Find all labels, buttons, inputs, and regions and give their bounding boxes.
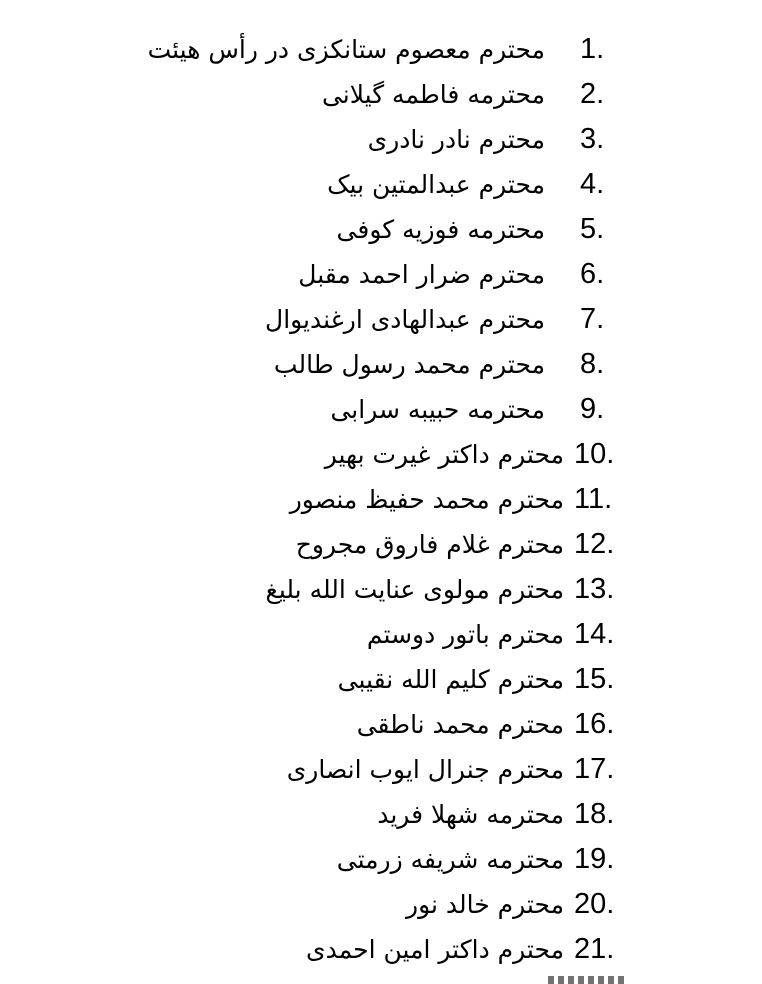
list-item bbox=[12, 747, 622, 792]
item-number: 9. bbox=[580, 393, 605, 425]
list-item bbox=[12, 927, 622, 972]
item-number: 13. bbox=[574, 573, 615, 605]
item-name: محترمه شهلا فرید bbox=[377, 800, 564, 829]
item-name: محترمه فاطمه گیلانی bbox=[321, 80, 545, 109]
item-number: 10. bbox=[574, 438, 615, 470]
list-item bbox=[12, 837, 622, 882]
list-item bbox=[12, 162, 622, 207]
list-item bbox=[12, 387, 622, 432]
item-number: 18. bbox=[574, 798, 615, 830]
list-item bbox=[12, 477, 622, 522]
item-name: محترمه حبیبه سرابی bbox=[330, 395, 545, 424]
item-number: 16. bbox=[574, 708, 615, 740]
list-item bbox=[12, 117, 622, 162]
list-item bbox=[12, 297, 622, 342]
item-name: محترم خالد نور bbox=[406, 890, 564, 919]
item-number: 2. bbox=[580, 78, 605, 110]
item-name: محترم غلام فاروق مجروح bbox=[295, 530, 564, 559]
item-number: 19. bbox=[574, 843, 615, 875]
item-name: محترم داکتر غیرت بهیر bbox=[324, 440, 564, 469]
item-name: محترم معصوم ستانکزی در رأس هیئت bbox=[147, 35, 545, 64]
item-number: 4. bbox=[580, 168, 605, 200]
item-number: 7. bbox=[580, 303, 605, 335]
item-name: محترم محمد ناطقی bbox=[356, 710, 564, 739]
item-name: محترم داکتر امین احمدی bbox=[306, 935, 564, 964]
item-number: 11. bbox=[574, 483, 613, 515]
list-item bbox=[12, 882, 622, 927]
item-name: محترم کلیم الله نقیبی bbox=[337, 665, 564, 694]
list-item bbox=[12, 657, 622, 702]
list-item bbox=[12, 522, 622, 567]
list-item bbox=[12, 702, 622, 747]
item-number: 3. bbox=[580, 123, 605, 155]
item-number: 6. bbox=[580, 258, 605, 290]
item-number: 1. bbox=[580, 33, 605, 65]
item-name: محترم مولوی عنایت الله بلیغ bbox=[265, 575, 564, 604]
item-name: محترم عبدالهادی ارغندیوال bbox=[265, 305, 545, 334]
members-list bbox=[12, 27, 622, 972]
list-item bbox=[12, 27, 622, 72]
item-name: محترم نادر نادری bbox=[367, 125, 545, 154]
item-name: محترم محمد رسول طالب bbox=[273, 350, 545, 379]
item-number: 8. bbox=[580, 348, 605, 380]
list-item bbox=[12, 612, 622, 657]
item-name: محترم جنرال ایوب انصاری bbox=[286, 755, 564, 784]
item-name: محترم محمد حفیظ منصور bbox=[289, 485, 564, 514]
item-name: محترمه شریفه زرمتی bbox=[336, 845, 564, 874]
item-name: محترم ضرار احمد مقبل bbox=[298, 260, 545, 289]
item-number: 17. bbox=[574, 753, 615, 785]
list-item bbox=[12, 252, 622, 297]
item-number: 21. bbox=[574, 933, 615, 965]
list-item bbox=[12, 207, 622, 252]
item-number: 20. bbox=[574, 888, 615, 920]
item-number: 12. bbox=[574, 528, 615, 560]
item-name: محترم باتور دوستم bbox=[366, 620, 564, 649]
item-number: 5. bbox=[580, 213, 605, 245]
item-number: 14. bbox=[574, 618, 615, 650]
list-item bbox=[12, 342, 622, 387]
list-item bbox=[12, 567, 622, 612]
list-item bbox=[12, 792, 622, 837]
item-number: 15. bbox=[574, 663, 615, 695]
list-item bbox=[12, 432, 622, 477]
item-name: محترمه فوزیه کوفی bbox=[336, 215, 545, 244]
cropped-text-fragment bbox=[548, 976, 628, 984]
list-item bbox=[12, 72, 622, 117]
item-name: محترم عبدالمتین بیک bbox=[327, 170, 545, 199]
